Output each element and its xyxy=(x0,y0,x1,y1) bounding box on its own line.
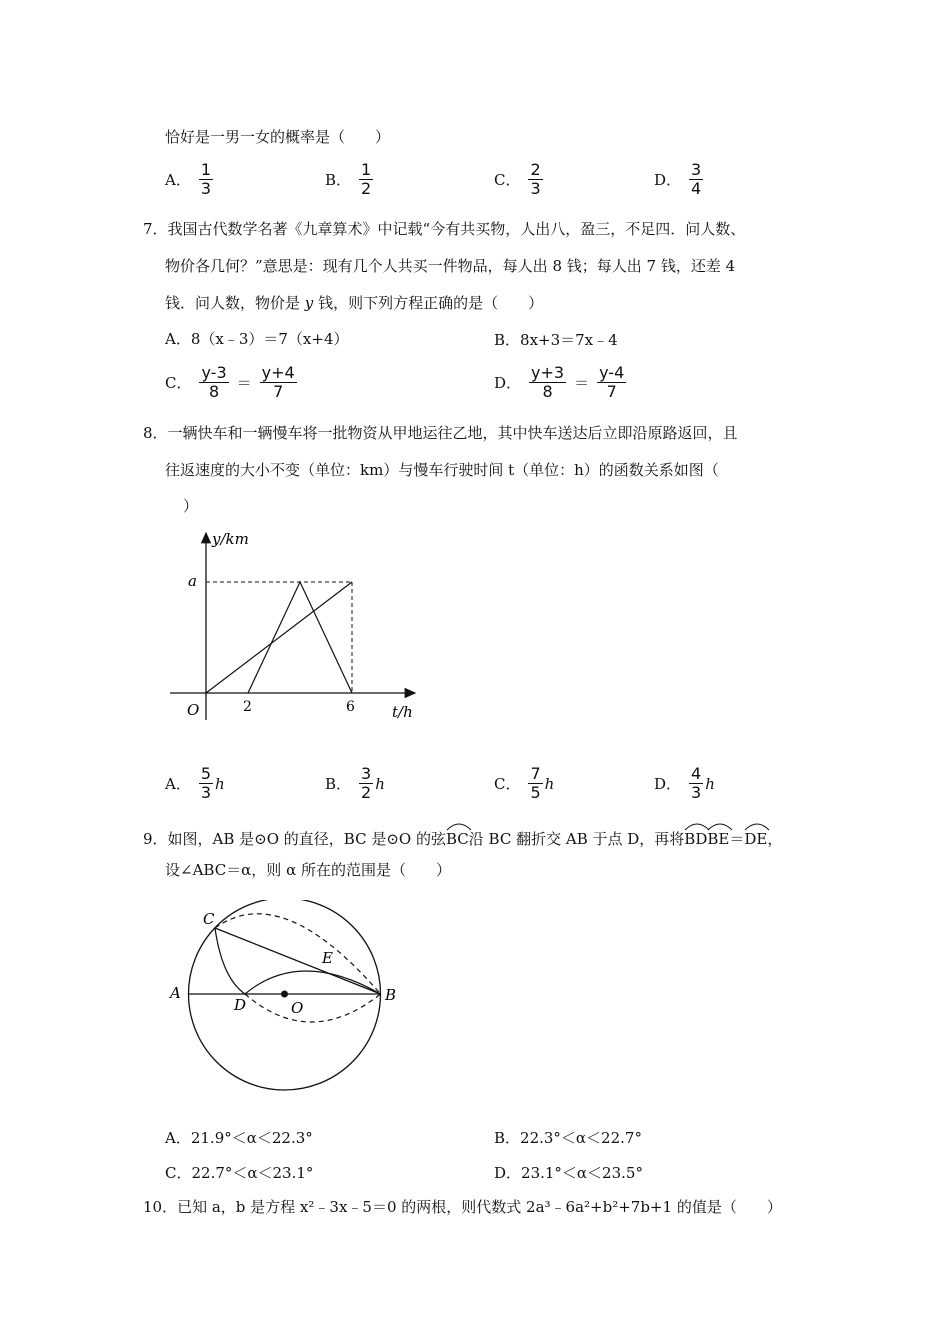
y-tick-a: a xyxy=(188,572,197,590)
numerator: 2 xyxy=(530,160,541,179)
equals-sign: ＝ xyxy=(236,374,252,392)
text: 沿 BC 翻折交 AB 于点 D，再将 xyxy=(468,830,685,848)
text: 钱．问人数，物价是 xyxy=(165,294,301,312)
unit: h xyxy=(544,774,555,793)
numerator: 3 xyxy=(691,160,702,179)
option-label: B． xyxy=(325,775,352,793)
q6-option-c[interactable] xyxy=(494,161,545,198)
equals-sign: ＝ xyxy=(574,374,590,392)
denominator: 5 xyxy=(530,783,541,802)
q8-option-d[interactable] xyxy=(654,765,715,802)
fraction xyxy=(689,161,703,198)
numerator: 7 xyxy=(530,764,541,783)
variable: y xyxy=(304,294,314,312)
q9-stem-line1 xyxy=(143,823,782,849)
q8-graph xyxy=(160,525,430,725)
arc-bc xyxy=(446,823,469,849)
denominator: 7 xyxy=(606,382,617,401)
numerator: 4 xyxy=(691,764,702,783)
text: 钱，则下列方程正确的是（ ） xyxy=(318,294,544,312)
denominator: 7 xyxy=(273,382,284,401)
q7-option-b[interactable]: B．8x+3＝7x﹣4 xyxy=(494,331,618,349)
numerator: y-3 xyxy=(201,363,227,382)
unit: h xyxy=(215,774,225,793)
q9-option-c[interactable]: C．22.7°＜α＜23.1° xyxy=(165,1164,314,1182)
numerator: y+4 xyxy=(261,363,295,382)
equals-sign: ＝ xyxy=(729,830,745,848)
option-label: D． xyxy=(654,775,682,793)
numerator: 5 xyxy=(200,764,212,783)
origin-label: O xyxy=(187,701,200,719)
q8-stem-line3: ） xyxy=(183,497,199,515)
fraction-left xyxy=(199,364,228,401)
denominator: 3 xyxy=(200,783,212,802)
q6-option-d[interactable] xyxy=(654,161,705,198)
numerator: 1 xyxy=(200,160,212,179)
label-b: B xyxy=(385,986,397,1004)
label-d: D xyxy=(234,996,247,1014)
arc-label: DE xyxy=(744,830,768,848)
chord-cb xyxy=(215,928,381,994)
x-tick-2: 2 xyxy=(243,699,252,715)
arc-de xyxy=(744,823,767,849)
denominator: 2 xyxy=(361,783,372,802)
numerator: 3 xyxy=(361,764,372,783)
q9-option-a[interactable]: A．21.9°＜α＜22.3° xyxy=(165,1129,313,1147)
label-c: C xyxy=(203,910,215,928)
arc-mark xyxy=(707,821,733,831)
q8-stem-line1: 8．一辆快车和一辆慢车将一批物资从甲地运往乙地，其中快车送达后立即沿原路返回，且 xyxy=(143,424,738,442)
q9-figure xyxy=(160,900,420,1105)
center-point xyxy=(281,991,288,998)
label-o: O xyxy=(291,999,304,1017)
fraction xyxy=(359,161,373,198)
q8-option-b[interactable] xyxy=(325,765,385,802)
numerator: y+3 xyxy=(531,363,565,382)
fraction xyxy=(689,765,703,802)
q8-stem-line2: 往返速度的大小不变（单位：km）与慢车行驶时间 t（单位：h）的函数关系如图（ xyxy=(165,461,719,479)
q7-option-c[interactable] xyxy=(165,364,299,401)
option-label: A． xyxy=(165,171,191,189)
label-a: A xyxy=(170,984,181,1002)
option-label: C． xyxy=(494,775,521,793)
denominator: 3 xyxy=(530,179,541,198)
numerator: 1 xyxy=(361,160,372,179)
x-axis-label: t/h xyxy=(392,703,413,721)
y-axis-label: y/km xyxy=(212,530,249,548)
q9-option-b[interactable]: B．22.3°＜α＜22.7° xyxy=(494,1129,642,1147)
option-label: D． xyxy=(494,374,522,392)
numerator: y-4 xyxy=(599,363,625,382)
q8-option-a[interactable] xyxy=(165,765,225,802)
label-e: E xyxy=(322,949,333,967)
fraction xyxy=(528,161,542,198)
slow-car-line xyxy=(206,582,352,693)
unit: h xyxy=(705,774,715,793)
fraction xyxy=(528,765,542,802)
fraction-right xyxy=(597,364,626,401)
text: AB 是⊙O 的直径，BC 是⊙O 的弦 xyxy=(212,830,446,848)
arc-label: BD xyxy=(684,830,708,848)
fraction-right xyxy=(260,364,297,401)
denominator: 2 xyxy=(361,179,372,198)
arc-mark xyxy=(744,821,770,831)
q7-option-a[interactable]: A．8（x﹣3）＝7（x+4） xyxy=(165,330,349,348)
text: ， xyxy=(767,830,783,848)
x-tick-6: 6 xyxy=(346,699,355,715)
option-label: D． xyxy=(654,171,682,189)
option-label: C． xyxy=(494,171,521,189)
option-label: C． xyxy=(165,374,192,392)
q9-option-d[interactable]: D．23.1°＜α＜23.5° xyxy=(494,1164,643,1182)
fraction xyxy=(359,765,373,802)
q6-option-b[interactable] xyxy=(325,161,375,198)
q9-stem-line2: 设∠ABC＝α，则 α 所在的范围是（ ） xyxy=(165,861,451,879)
option-label: A． xyxy=(165,775,191,793)
fraction-left xyxy=(529,364,566,401)
arc-label: BC xyxy=(446,830,469,848)
arc-mark xyxy=(446,821,472,831)
fast-car-line xyxy=(248,582,352,693)
q6-stem-tail: 恰好是一男一女的概率是（ ） xyxy=(165,128,391,146)
arc-label: BE xyxy=(707,830,730,848)
arc-deb xyxy=(245,971,381,994)
q7-stem-line2: 物价各几何？”意思是：现有几个人共买一件物品，每人出 8 钱；每人出 7 钱，还差 4 xyxy=(165,257,736,275)
q7-option-d[interactable] xyxy=(494,364,628,401)
fraction xyxy=(199,765,213,802)
q8-option-c[interactable] xyxy=(494,765,554,802)
arc-bd xyxy=(684,823,707,849)
denominator: 3 xyxy=(200,179,212,198)
arc-be xyxy=(707,823,729,849)
unit: h xyxy=(375,774,385,793)
dashed-arc-bottom xyxy=(245,994,381,1022)
text: 9．如图， xyxy=(143,830,213,848)
denominator: 4 xyxy=(691,179,702,198)
denominator: 8 xyxy=(542,382,553,401)
denominator: 8 xyxy=(208,382,220,401)
q10-stem: 10．已知 a，b 是方程 x²﹣3x﹣5＝0 的两根，则代数式 2a³﹣6a²+b²+7b+1 的值是（ ） xyxy=(143,1198,782,1216)
q7-stem-line1: 7．我国古代数学名著《九章算术》中记载“今有共买物，人出八，盈三，不足四．问人数、 xyxy=(143,220,746,238)
option-label: B． xyxy=(325,171,352,189)
denominator: 3 xyxy=(691,783,702,802)
q7-stem-line3 xyxy=(165,293,543,313)
fraction xyxy=(199,161,213,198)
q6-option-a[interactable] xyxy=(165,161,215,198)
